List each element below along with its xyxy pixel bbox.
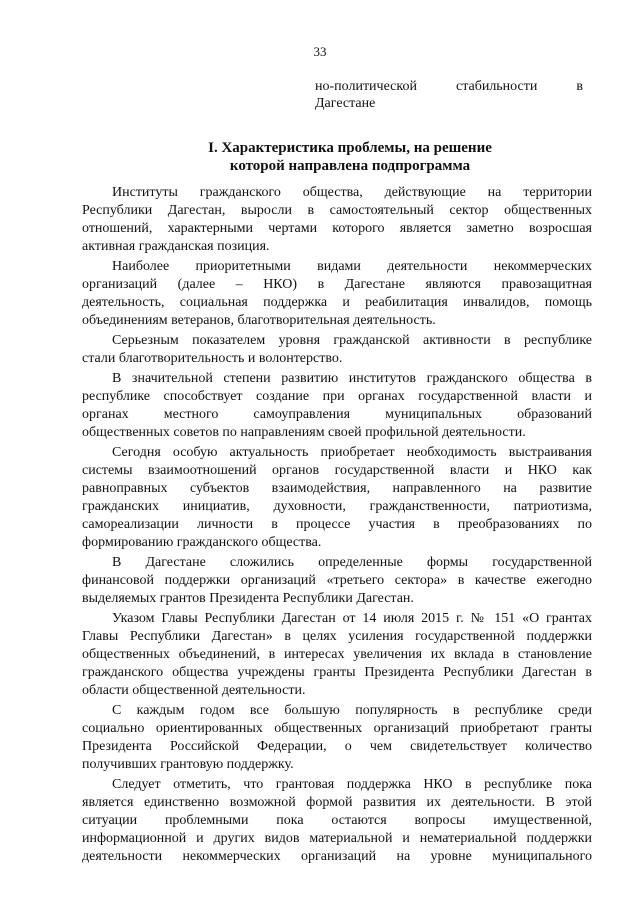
carryover-line: Дагестане bbox=[315, 96, 376, 111]
page-number: 33 bbox=[313, 44, 327, 59]
paragraph-line: Наиболее приоритетными видами деятельности некоммерческих bbox=[112, 259, 592, 274]
paragraph-line: гражданского общества учреждены гранты Президента Республики Дагестан в bbox=[82, 665, 592, 680]
paragraph-line: гражданских инициатив, духовности, гражданственности, патриотизма, bbox=[82, 499, 592, 514]
paragraph-line: выделяемых грантов Президента Республики Дагестан. bbox=[82, 591, 414, 606]
paragraph-line: информационной и других видов материальной и нематериальной поддержки bbox=[82, 831, 592, 846]
paragraph bbox=[82, 702, 592, 774]
paragraph-line: Главы Республики Дагестан» в целях усиления государственной поддержки bbox=[82, 629, 592, 644]
paragraph-line: Сегодня особую актуальность приобретает необходимость выстраивания bbox=[112, 445, 592, 460]
heading-line: которой направлена подпрограмма bbox=[229, 158, 471, 174]
paragraph-line: Указом Главы Республики Дагестан от 14 июля 2015 г. № 151 «О грантах bbox=[112, 611, 592, 626]
paragraph-line: финансовой поддержки организаций «третьего сектора» в качестве ежегодно bbox=[82, 573, 592, 588]
paragraph bbox=[82, 610, 592, 700]
paragraph bbox=[82, 258, 592, 330]
section-heading bbox=[110, 139, 590, 175]
paragraph-line: органах местного самоуправления муниципальных образований bbox=[82, 407, 592, 422]
paragraph-line: Следует отметить, что грантовая поддержка НКО в республике пока bbox=[112, 777, 592, 792]
heading-line: I. Характеристика проблемы, на решение bbox=[208, 140, 492, 156]
paragraph-line: активная гражданская позиция. bbox=[82, 239, 270, 254]
body-text bbox=[82, 184, 592, 868]
paragraph-line: объединениям ветеранов, благотворительная деятельность. bbox=[82, 313, 436, 328]
paragraph-line: Республики Дагестан, выросли в самостоятельный сектор общественных bbox=[82, 203, 592, 218]
paragraph-line: системы взаимоотношений органов государственной власти и НКО как bbox=[82, 463, 592, 478]
paragraph-line: В значительной степени развитию институтов гражданского общества в bbox=[112, 371, 592, 386]
paragraph-line: является единственно возможной формой развития их деятельности. В этой bbox=[82, 795, 592, 810]
carryover-line: но-политической стабильности в bbox=[315, 79, 583, 94]
paragraph-line: отношений, характерными чертами которого является заметно возросшая bbox=[82, 221, 592, 236]
paragraph-line: социально ориентированных общественных организаций приобретают гранты bbox=[82, 721, 592, 736]
paragraph-line: республике способствует создание при органах государственной власти и bbox=[82, 389, 592, 404]
paragraph bbox=[82, 332, 592, 368]
paragraph-line: В Дагестане сложились определенные формы государственной bbox=[112, 555, 592, 570]
paragraph-line: С каждым годом все большую популярность в республике среди bbox=[112, 703, 592, 718]
paragraph-line: равноправных субъектов взаимодействия, направленного на развитие bbox=[82, 481, 592, 496]
paragraph-line: области общественной деятельности. bbox=[82, 683, 306, 698]
paragraph-line: общественных советов по направлениям своей профильной деятельности. bbox=[82, 425, 526, 440]
paragraph-line: Серьезным показателем уровня гражданской активности в республике bbox=[112, 333, 592, 348]
carryover-text bbox=[315, 78, 583, 112]
paragraph-line: общественных объединений, в интересах увеличения их вклада в становление bbox=[82, 647, 592, 662]
paragraph-line: деятельности некоммерческих организаций на уровне муниципального bbox=[82, 849, 592, 864]
paragraph-line: Институты гражданского общества, действующие на территории bbox=[112, 185, 592, 200]
paragraph-line: Президента Российской Федерации, о чем свидетельствует количество bbox=[82, 739, 592, 754]
paragraph-line: организаций (далее – НКО) в Дагестане являются правозащитная bbox=[82, 277, 592, 292]
paragraph-line: получивших грантовую поддержку. bbox=[82, 757, 294, 772]
paragraph-line: самореализации личности в процессе участия в преобразованиях по bbox=[82, 517, 592, 532]
paragraph bbox=[82, 444, 592, 552]
paragraph-line: ситуации проблемными пока остаются вопросы имущественной, bbox=[82, 813, 592, 828]
paragraph bbox=[82, 184, 592, 256]
paragraph-line: формированию гражданского общества. bbox=[82, 535, 322, 550]
paragraph-line: деятельность, социальная поддержка и реабилитация инвалидов, помощь bbox=[82, 295, 592, 310]
paragraph-line: стали благотворительность и волонтерство. bbox=[82, 351, 343, 366]
paragraph bbox=[82, 776, 592, 866]
paragraph bbox=[82, 370, 592, 442]
paragraph bbox=[82, 554, 592, 608]
